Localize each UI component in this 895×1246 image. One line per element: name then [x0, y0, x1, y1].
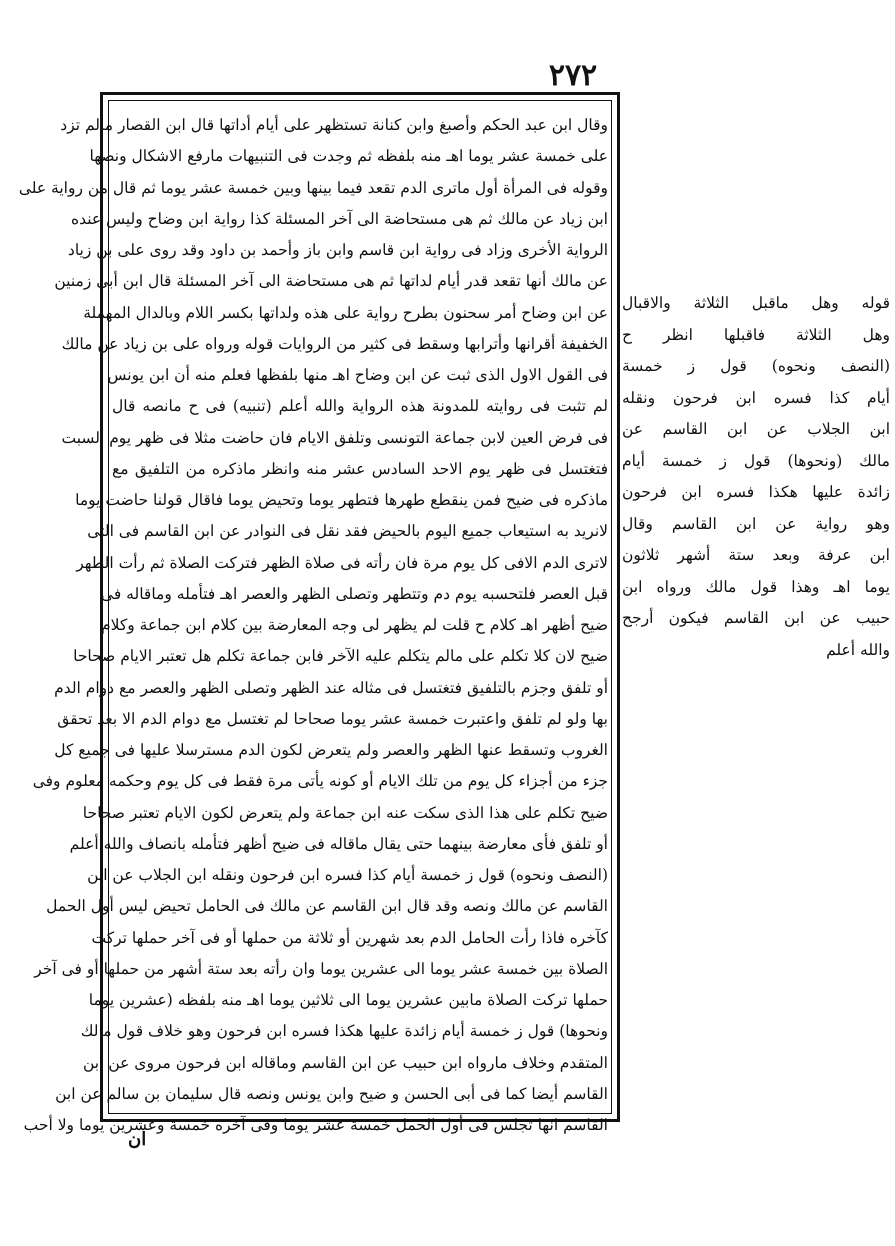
main-text-line: (النصف ونحوه) قول ز خمسة أيام كذا فسره ابن فرحون ونقله ابن الجلاب عن ابن [87, 866, 608, 884]
margin-note-line: أيام كذا فسره ابن فرحون ونقله [622, 388, 890, 407]
main-text-line: ضيح تكلم على هذا الذى سكت عنه ابن جماعة ولم يتعرض لكون الايام تعتبر صحاحا [82, 803, 608, 822]
main-text-line: لم تثبت فى روايته للمدونة هذه الرواية والله أعلم (تنبيه) فى ح مانصه قال [112, 397, 608, 416]
margin-note-line: والله أعلم [826, 640, 890, 659]
margin-note-line: مالك (ونحوها) قول ز خمسة أيام [622, 451, 890, 470]
main-text-line: كآخره فاذا رأت الحامل الدم بعد شهرين أو ثلاثة من حملها أو فى آخر حملها تركت [91, 928, 608, 947]
main-text-line: بها ولو لم تلفق واعتبرت خمسة عشر يوما صحاحا لم تغتسل مع دوام الدم الا بعد تحقق [57, 709, 608, 728]
margin-note-line: ابن عرفة وبعد ستة أشهر ثلاثون [622, 546, 890, 564]
main-text-line: ضيح أظهر اهـ كلام ح قلت لم يظهر لى وجه المعارضة بين كلام ابن جماعة وكلام [101, 616, 608, 634]
main-text-line: القاسم أيضا كما فى أبى الحسن و ضيح وابن يونس ونصه قال سليمان بن سالم عن ابن [55, 1084, 608, 1103]
main-text-line: أو تلفق وجزم بالتلفيق فتغتسل فى مثاله عند الظهر وتصلى الظهر والعصر مع دوام الدم [54, 678, 608, 697]
page-number: ٢٧٢ [548, 58, 598, 93]
main-text-line: الصلاة بين خمسة عشر يوما الى عشرين يوما وان رأته بعد ستة أشهر من حملها أو فى آخر [34, 959, 608, 978]
margin-note-line: وهل الثلاثة فاقبلها انظر ح [622, 325, 890, 344]
main-text-line: حملها تركت الصلاة مابين عشرين يوما الى ثلاثين يوما اهـ منه بلفظه (عشرين يوما [88, 991, 608, 1009]
main-text-line: على خمسة عشر يوما اهـ منه بلفظه ثم وجدت فى التنبيهات مارفع الاشكال ونصها [89, 147, 608, 166]
margin-note-line: ابن الجلاب عن ابن القاسم عن [622, 420, 890, 438]
main-text-line: وقال ابن عبد الحكم وأصبغ وابن كنانة تستظهر على أيام أداتها قال ابن القصار مالم تزد [60, 116, 608, 134]
main-text-line: عن ابن وضاح أمر سحنون بطرح رواية على هذه ولداتها بكسر اللام وبالدال المهملة [83, 303, 608, 322]
main-text-line: لاترى الدم الافى كل يوم مرة فان رأته فى صلاة الظهر فتركت الصلاة ثم رأت الطهر [76, 553, 608, 572]
main-text-line: عن مالك أنها تقعد قدر أيام لداتها ثم هى مستحاضة الى آخر المسئلة قال ابن أبى زمنين [54, 272, 608, 291]
main-text-line: فتغتسل فى ظهر يوم الاحد السادس عشر منه وانظر ماذكره من التلفيق مع [112, 459, 608, 478]
main-text-block [18, 110, 608, 1134]
main-text-line: لانريد به استيعاب جميع اليوم بالحيض فقد نقل فى النوادر عن ابن القاسم فى التى [87, 522, 608, 541]
main-text-line: المتقدم وخلاف مارواه ابن حبيب عن ابن القاسم وماقاله ابن فرحون مروى عن ابن [82, 1053, 608, 1072]
main-text-line: ضيح لان كلا تكلم على مالم يتكلم عليه الآخر فابن جماعة تكلم هل تعتبر الايام صحاحا [73, 647, 608, 666]
catchword: ان [128, 1129, 147, 1150]
main-text-line: فى القول الاول الذى ثبت عن ابن وضاح اهـ منها بلفظها فعلم منه أن ابن يونس [107, 366, 608, 384]
main-text-line: ماذكره فى ضيح فمن ينقطع طهرها فتطهر يوما وتحيض يوما فاقال قولنا حاضت يوما [75, 491, 608, 509]
main-text-line: الرواية الأخرى وزاد فى رواية ابن قاسم وابن باز وأحمد بن داود وقد روى على بن زياد [67, 241, 608, 259]
main-text-line: القاسم عن مالك ونصه وقد قال ابن القاسم عن مالك فى الحامل تحيض ليس أول الحمل [46, 897, 608, 916]
main-text-line: أو تلفق فأى معارضة بينهما حتى يقال ماقاله فى ضيح أظهر فتأمله بانصاف والله أعلم [69, 834, 608, 853]
margin-note-line: حبيب عن ابن القاسم فيكون أرجح [622, 609, 890, 627]
margin-note-line: قوله وهل ماقبل الثلاثة والاقبال [622, 294, 890, 312]
main-text-line: فى فرض العين لابن جماعة التونسى وتلفق الايام فان حاضت مثلا فى ظهر يوم السبت [61, 428, 608, 447]
main-text-line: قبل العصر فلتحسبه يوم دم وتتطهر وتصلى الظهر والعصر اهـ فتأمله وماقاله فى [100, 584, 608, 603]
margin-note-line: زائدة عليها هكذا فسره ابن فرحون [622, 483, 890, 501]
main-text-line: ابن زياد عن مالك ثم هى مستحاضة الى آخر المسئلة كذا رواية ابن وضاح وليس عنده [70, 209, 608, 228]
main-text-line: وقوله فى المرأة أول ماترى الدم تقعد فيما بينها وبين خمسة عشر يوما ثم قال من رواية على [18, 178, 608, 197]
main-text-line: جزء من أجزاء كل يوم من تلك الايام أو كونه يأتى مرة فقط فى كل يوم وحكمه معلوم وفى [32, 772, 608, 791]
main-text-line: ونحوها) قول ز خمسة أيام زائدة عليها هكذا فسره ابن فرحون وهو خلاف قول مالك [80, 1022, 608, 1041]
margin-note [622, 288, 890, 666]
main-text-line: القاسم انها تجلس فى أول الحمل خمسة عشر يوما وفى آخره خمسة وعشرين يوما ولا أحب [23, 1116, 608, 1134]
main-text-line: الخفيفة أقرانها وأترابها وسقط فى كثير من الروايات قوله ورواه على بن زياد عن مالك [61, 334, 608, 353]
margin-note-line: يوما اهـ وهذا قول مالك ورواه ابن [622, 577, 890, 596]
margin-note-line: (النصف ونحوه) قول ز خمسة [622, 357, 890, 375]
main-text-line: الغروب وتسقط عنها الظهر والعصر ولم يتعرض لكون الدم مسترسلا عليها فى جميع كل [54, 741, 608, 759]
margin-note-line: وهو رواية عن ابن القاسم وقال [622, 514, 890, 533]
